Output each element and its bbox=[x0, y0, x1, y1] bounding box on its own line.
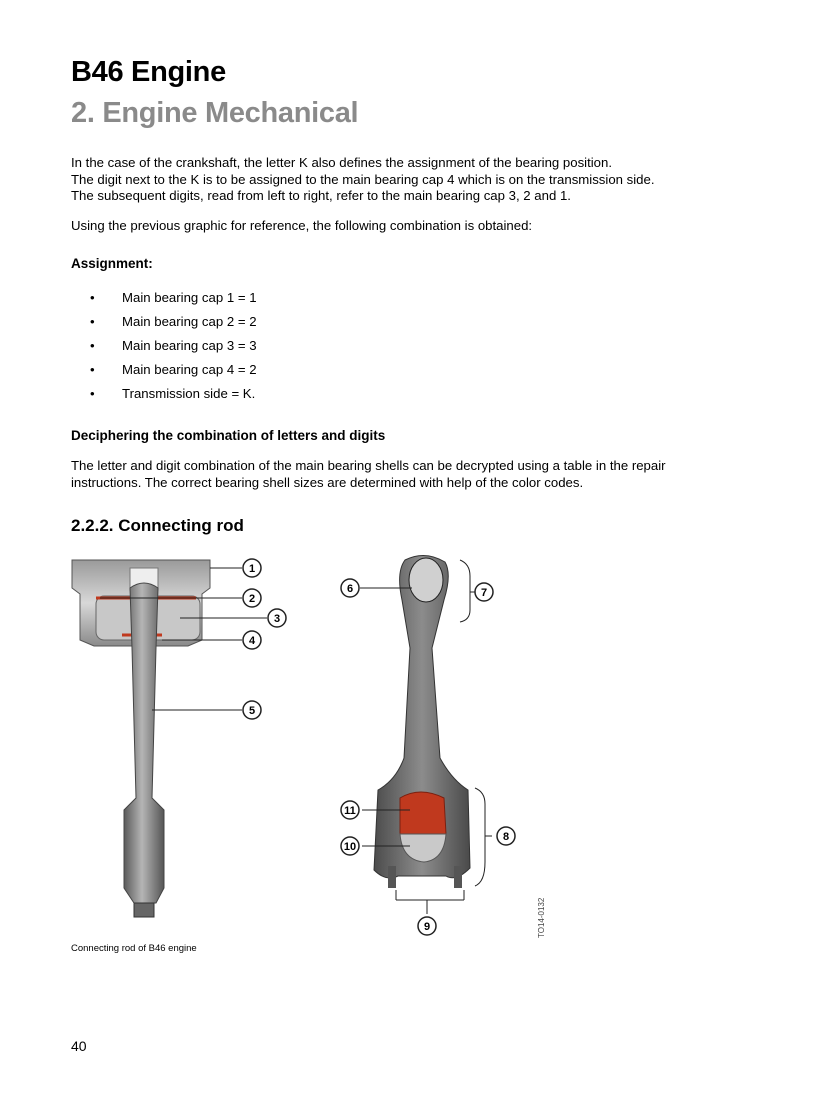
svg-text:1: 1 bbox=[248, 563, 256, 575]
callout-1 bbox=[243, 559, 261, 577]
list-item-text: Main bearing cap 4 = 2 bbox=[122, 362, 257, 377]
callout-2 bbox=[243, 589, 261, 607]
intro-paragraph bbox=[71, 155, 771, 205]
svg-text:8: 8 bbox=[502, 831, 510, 843]
assignment-list bbox=[71, 289, 257, 409]
list-item bbox=[71, 289, 257, 313]
callout-10 bbox=[341, 837, 359, 855]
deciphering-paragraph bbox=[71, 458, 771, 491]
callout-5 bbox=[243, 701, 261, 719]
list-item-text: Main bearing cap 2 = 2 bbox=[122, 314, 257, 329]
intro-line: The subsequent digits, read from left to right, refer to the main bearing cap 3, 2 and 1. bbox=[71, 188, 571, 203]
bullet-icon: • bbox=[90, 290, 95, 305]
section-title: 2.2.2. Connecting rod bbox=[71, 516, 244, 535]
svg-text:7: 7 bbox=[480, 587, 488, 599]
reference-paragraph: Using the previous graphic for reference, the following combination is obtained: bbox=[71, 218, 533, 233]
list-item bbox=[71, 385, 257, 409]
callout-11 bbox=[341, 801, 359, 819]
callout-8 bbox=[497, 827, 515, 845]
list-item-text: Main bearing cap 1 = 1 bbox=[122, 290, 257, 305]
callout-7 bbox=[475, 583, 493, 601]
svg-text:3: 3 bbox=[273, 613, 281, 625]
page-number: 40 bbox=[71, 1038, 87, 1054]
svg-text:6: 6 bbox=[346, 583, 354, 595]
bullet-icon: • bbox=[90, 314, 95, 329]
svg-text:11: 11 bbox=[344, 805, 356, 817]
callout-3 bbox=[268, 609, 286, 627]
callout-6 bbox=[341, 579, 359, 597]
list-item bbox=[71, 361, 257, 385]
callout-9 bbox=[418, 917, 436, 935]
svg-text:9: 9 bbox=[423, 921, 431, 933]
deciphering-line: instructions. The correct bearing shell sizes are determined with help of the color codes. bbox=[71, 474, 584, 490]
deciphering-line: The letter and digit combination of the main bearing shells can be decrypted using a table in the repair bbox=[71, 458, 666, 473]
list-item-text: Transmission side = K. bbox=[122, 386, 256, 401]
assignment-heading: Assignment: bbox=[71, 256, 153, 271]
chapter-title: 2. Engine Mechanical bbox=[71, 97, 359, 129]
svg-text:4: 4 bbox=[248, 635, 256, 647]
list-item-text: Main bearing cap 3 = 3 bbox=[122, 338, 257, 353]
figure-caption: Connecting rod of B46 engine bbox=[71, 943, 197, 954]
figure-code: TO14-0132 bbox=[537, 897, 546, 938]
list-item bbox=[71, 313, 257, 337]
bullet-icon: • bbox=[90, 338, 95, 353]
callout-4 bbox=[243, 631, 261, 649]
intro-line: In the case of the crankshaft, the letter K also defines the assignment of the bearing position. bbox=[71, 155, 613, 170]
document-title: B46 Engine bbox=[71, 56, 226, 88]
bullet-icon: • bbox=[90, 386, 95, 401]
list-item bbox=[71, 337, 257, 361]
deciphering-heading: Deciphering the combination of letters and digits bbox=[71, 428, 386, 443]
svg-text:5: 5 bbox=[248, 705, 256, 717]
svg-text:2: 2 bbox=[248, 593, 256, 605]
bullet-icon: • bbox=[90, 362, 95, 377]
intro-line: The digit next to the K is to be assigned to the main bearing cap 4 which is on the transmission side. bbox=[71, 171, 655, 187]
svg-text:10: 10 bbox=[343, 841, 357, 853]
connecting-rod-figure bbox=[60, 548, 560, 943]
connecting-rod-drawing bbox=[374, 555, 470, 888]
